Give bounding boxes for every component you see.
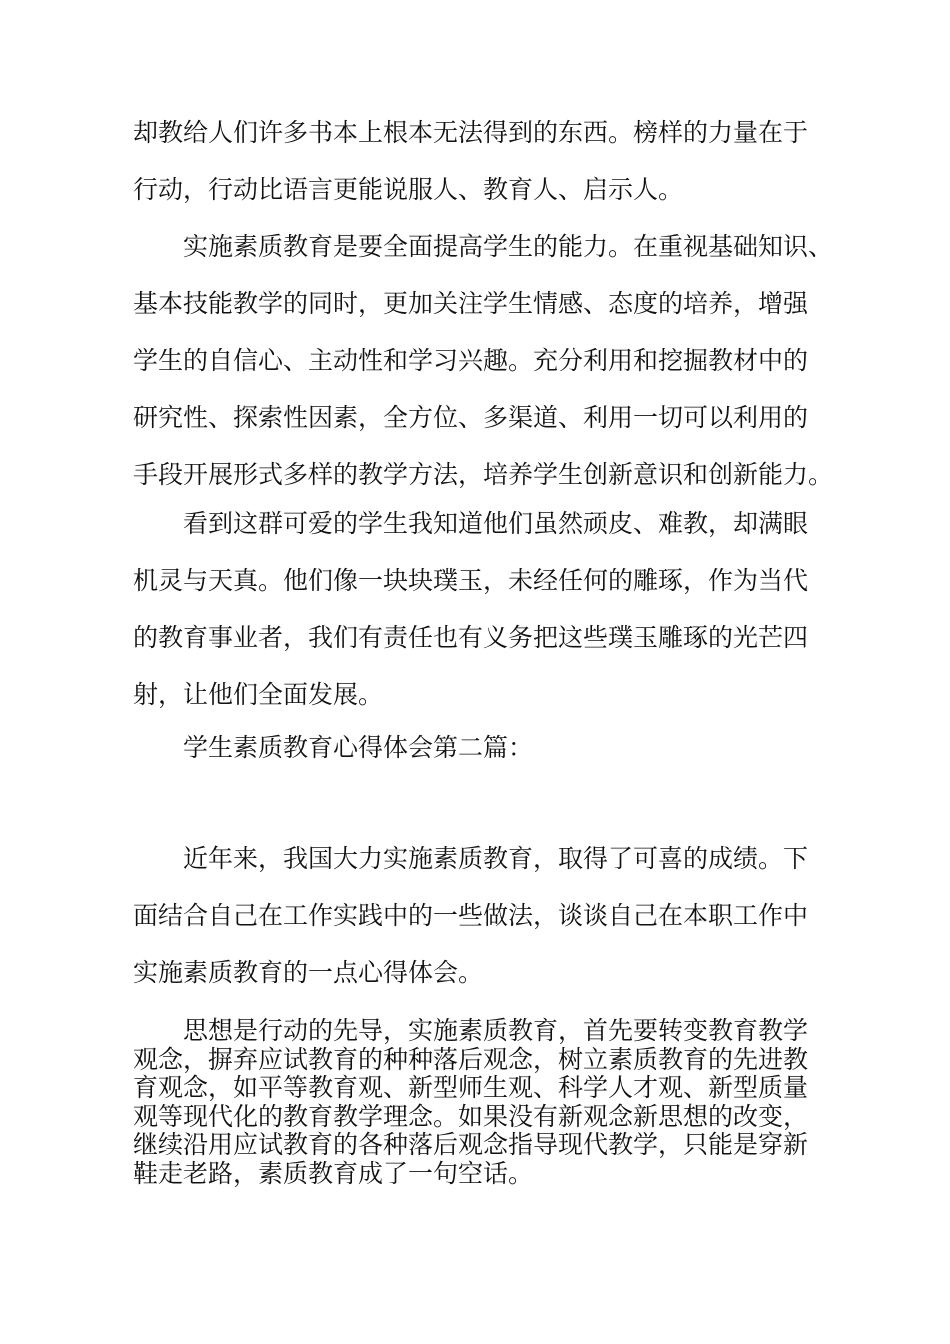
text-line: 射，让他们全面发展。 [133,680,384,709]
text-line: 实施素质教育是要全面提高学生的能力。在重视基础知识、 [183,232,834,261]
text-line: 面结合自己在工作实践中的一些做法，谈谈自己在本职工作中 [133,901,809,930]
text-line: 鞋走老路，素质教育成了一句空话。 [133,1158,534,1188]
text-line: 手段开展形式多样的教学方法，培养学生创新意识和创新能力。 [133,460,834,489]
paragraph-intro [133,830,833,1001]
text-line: 近年来，我国大力实施素质教育，取得了可喜的成绩。下 [183,844,809,873]
section-heading [133,719,833,776]
text-line: 看到这群可爱的学生我知道他们虽然顽皮、难教，却满眼 [183,509,809,538]
paragraph-role-model [133,104,833,218]
paragraph-ability [133,218,833,503]
text-line: 学生的自信心、主动性和学习兴趣。充分利用和挖掘教材中的 [133,346,809,375]
text-line: 思想是行动的先导，实施素质教育，首先要转变教育教学 [183,1016,809,1045]
text-line: 观等现代化的教育教学理念。如果没有新观念新思想的改变， [133,1101,809,1131]
text-line: 育观念，如平等教育观、新型师生观、科学人才观、新型质量 [133,1073,809,1102]
text-line: 的教育事业者，我们有责任也有义务把这些璞玉雕琢的光芒四 [133,623,809,652]
paragraph-students [133,495,833,723]
text-line: 继续沿用应试教育的各种落后观念指导现代教学，只能是穿新 [133,1130,809,1159]
text-line: 实施素质教育的一点心得体会。 [133,958,484,987]
text-line: 行动，行动比语言更能说服人、教育人、启示人。 [133,175,684,204]
text-line: 机灵与天真。他们像一块块璞玉，未经任何的雕琢，作为当代 [133,566,809,595]
text-line: 基本技能教学的同时，更加关注学生情感、态度的培养，增强 [133,289,809,318]
heading-line: 学生素质教育心得体会第二篇： [183,733,534,762]
text-line: 研究性、探索性因素，全方位、多渠道、利用一切可以利用的 [133,403,809,432]
text-line: 却教给人们许多书本上根本无法得到的东西。榜样的力量在于 [133,118,809,147]
text-line: 观念，摒弃应试教育的种种落后观念，树立素质教育的先进教 [133,1044,809,1074]
paragraph-concept [133,1017,833,1188]
